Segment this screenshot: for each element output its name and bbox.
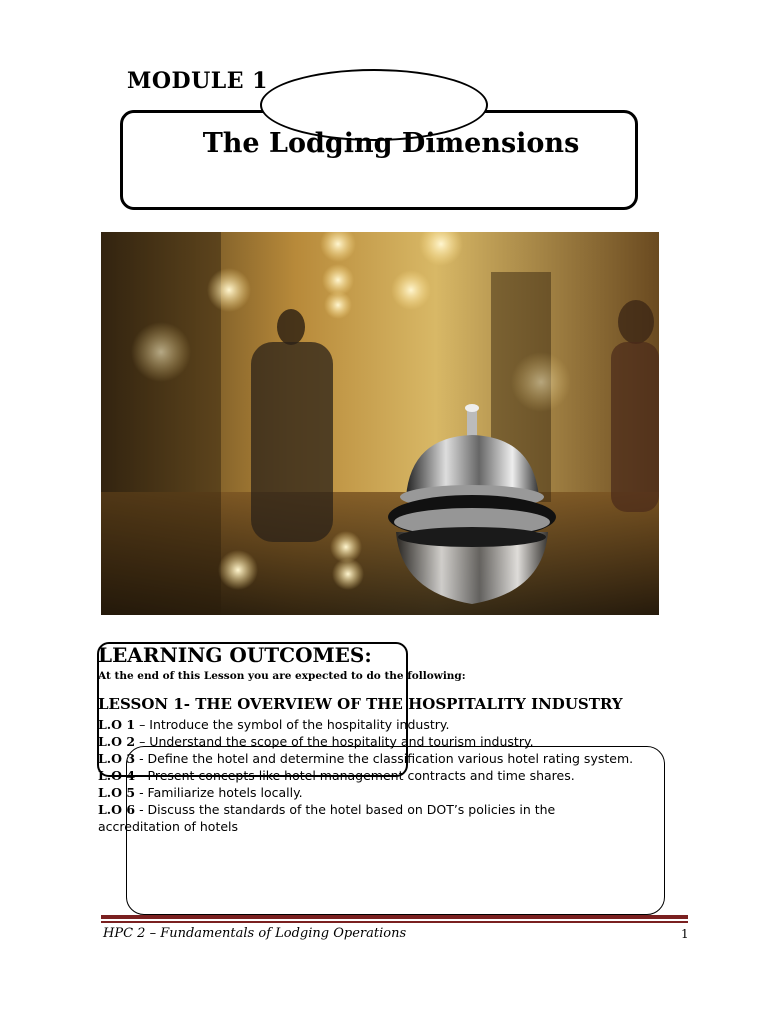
lo-code: L.O 5 xyxy=(98,785,136,800)
outline-box-lower xyxy=(126,746,665,915)
lesson-title: LESSON 1- THE OVERVIEW OF THE HOSPITALITY INDUSTRY xyxy=(98,695,623,713)
learning-outcomes-heading: LEARNING OUTCOMES: xyxy=(98,643,372,667)
lo-code: L.O 3 xyxy=(98,751,136,766)
footer-rule-thin xyxy=(101,921,688,923)
hotel-bell-illustration xyxy=(101,232,659,615)
lo-code: L.O 2 xyxy=(98,734,136,749)
lo-text: - Present concepts like hotel management contracts and time shares. xyxy=(135,768,575,783)
hero-image xyxy=(101,232,659,615)
lo-text: - Define the hotel and determine the classification various hotel rating system. xyxy=(135,751,634,766)
module-label: MODULE 1 xyxy=(127,68,268,94)
lo-text: - Discuss the standards of the hotel based on DOT’s policies in the accreditation of hotels xyxy=(98,802,556,834)
footer-course-title: HPC 2 – Fundamentals of Lodging Operations xyxy=(103,926,407,941)
lo-code: L.O 4 xyxy=(98,768,136,783)
page-title: The Lodging Dimensions xyxy=(202,128,580,159)
footer-rule-thick xyxy=(101,915,688,919)
lo-text: - Familiarize hotels locally. xyxy=(135,785,303,800)
lo-text: – Introduce the symbol of the hospitality industry. xyxy=(135,717,450,732)
page-number: 1 xyxy=(681,927,689,941)
lo-text: – Understand the scope of the hospitality and tourism industry. xyxy=(135,734,534,749)
learning-outcomes-intro: At the end of this Lesson you are expected to do the following: xyxy=(98,670,466,682)
lo-code: L.O 1 xyxy=(98,717,136,732)
lo-code: L.O 6 xyxy=(98,802,136,817)
